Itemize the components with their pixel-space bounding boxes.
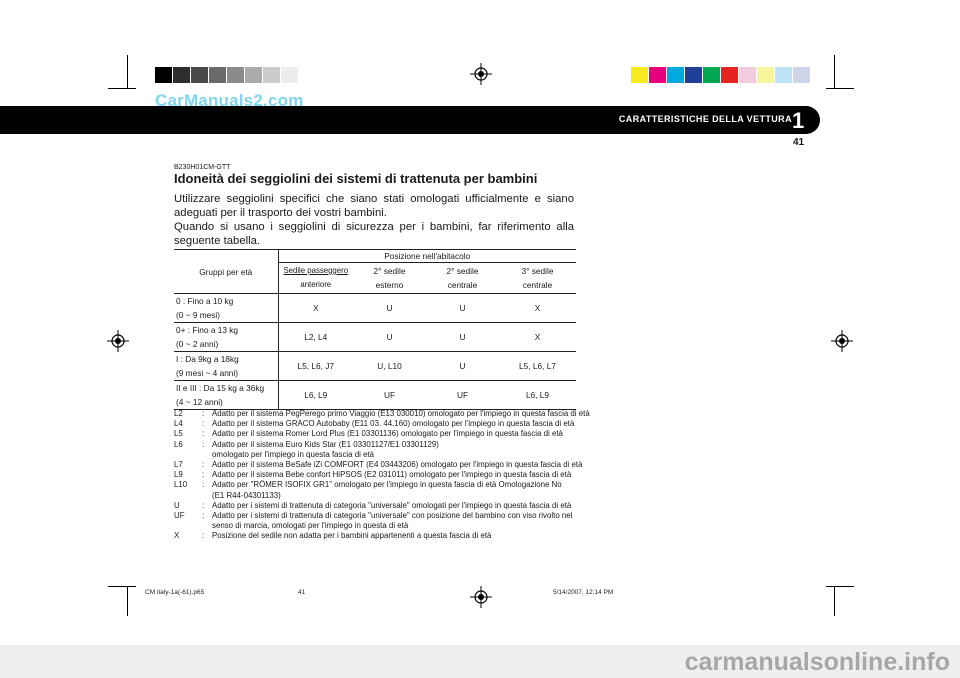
- note-key: L7: [174, 460, 183, 470]
- crop-mark: [108, 88, 136, 89]
- note-separator: :: [202, 429, 205, 439]
- note-separator: [202, 450, 212, 460]
- column-header-line: 2° sedile: [373, 266, 406, 276]
- note-row: [174, 521, 692, 531]
- age-group-range: (4 ~ 12 anni): [176, 397, 223, 407]
- note-text: Adatto per i sistemi di trattenuta di categoria "universale" omologati per l'impiego in questa fascia di età: [212, 500, 572, 510]
- gray-swatch: [173, 67, 190, 83]
- table-cell: X: [499, 294, 576, 323]
- color-swatch: [649, 67, 666, 83]
- note-separator: :: [202, 500, 205, 510]
- note-row: [174, 419, 692, 429]
- gray-swatch: [227, 67, 244, 83]
- legend-notes: [174, 409, 692, 542]
- note-separator: [202, 521, 212, 531]
- color-swatch: [685, 67, 702, 83]
- color-swatch: [703, 67, 720, 83]
- note-row: [174, 501, 692, 511]
- note-row: [174, 480, 692, 490]
- note-key: X: [174, 531, 180, 541]
- note-text: Adatto per il sistema Bebe confort HiPSOS (E2 031011) omologato per l'impiego in questa fascia di età: [212, 470, 572, 480]
- note-text: omologato per l'impiego in questa fascia di età: [212, 449, 375, 459]
- crop-mark: [826, 88, 854, 89]
- note-key: [174, 450, 202, 460]
- section-heading: Idoneità dei seggiolini dei sistemi di trattenuta per bambini: [174, 171, 538, 186]
- column-header-line: 2° sedile: [446, 266, 479, 276]
- age-group-label: II e III : Da 15 kg a 36kg: [176, 383, 265, 393]
- column-header-third-center: [499, 263, 576, 294]
- seat-suitability-table: [174, 249, 576, 410]
- crop-mark: [108, 586, 136, 587]
- color-swatch: [667, 67, 684, 83]
- note-key: [174, 521, 202, 531]
- column-header-line: centrale: [522, 280, 553, 290]
- note-row: [174, 460, 692, 470]
- column-header-line: centrale: [447, 280, 478, 290]
- document-code: B230H01CM-GTT: [174, 164, 231, 171]
- footer-watermark: carmanualsonline.info: [684, 648, 950, 676]
- note-separator: :: [202, 460, 205, 470]
- table-cell: U: [426, 323, 499, 352]
- table-cell: X: [499, 323, 576, 352]
- gray-swatch: [281, 67, 298, 83]
- registration-mark-icon: [470, 586, 492, 608]
- table-cell: L6, L9: [499, 381, 576, 410]
- table-cell: L6, L9: [278, 381, 353, 410]
- age-group-cell: [174, 294, 278, 323]
- note-separator: [202, 491, 212, 501]
- note-text: Adatto per il sistema PegPerego primo Viaggio (E13 030010) omologato per l'impiego in questa fascia di età: [212, 409, 590, 418]
- age-group-cell: [174, 381, 278, 410]
- note-separator: :: [202, 439, 205, 449]
- color-swatch: [739, 67, 756, 83]
- crop-mark: [834, 55, 835, 89]
- note-separator: :: [202, 409, 205, 418]
- registration-mark-icon: [107, 330, 129, 352]
- page-tab: [770, 134, 850, 152]
- table-cell: X: [278, 294, 353, 323]
- age-group-label: 0+ : Fino a 13 kg: [176, 325, 239, 335]
- note-row: [174, 409, 692, 419]
- intro-text: [174, 192, 574, 248]
- table-cell: UF: [426, 381, 499, 410]
- note-row: [174, 511, 692, 521]
- note-key: L9: [174, 470, 183, 480]
- age-group-label: 0 : Fino a 10 kg: [176, 296, 234, 306]
- chapter-number: 1: [792, 108, 805, 133]
- age-group-cell: [174, 323, 278, 352]
- column-header-line: Sedile passeggero: [283, 266, 349, 275]
- note-text: (E1 R44-04301133): [212, 490, 281, 500]
- section-title: CARATTERISTICHE DELLA VETTURA: [618, 114, 792, 124]
- table-cell: L5, L6, J7: [278, 352, 353, 381]
- registration-mark-icon: [831, 330, 853, 352]
- table-cell: L2, L4: [278, 323, 353, 352]
- note-row: [174, 440, 692, 450]
- footer-date: 5/14/2007, 12:14 PM: [553, 589, 614, 596]
- color-swatch: [757, 67, 774, 83]
- column-header-line: 3° sedile: [521, 266, 554, 276]
- note-text: Adatto per il sistema BeSafe iZi COMFORT (E4 03443206) omologato per l'impiego in questa fascia di età: [212, 460, 583, 470]
- age-group-range: (0 ~ 2 anni): [176, 339, 219, 349]
- note-separator: :: [202, 480, 205, 490]
- gray-swatch: [155, 67, 172, 83]
- gray-swatch: [245, 67, 262, 83]
- note-text: Adatto per "RÖMER ISOFIX GR1" omologato per l'impiego in questa fascia di età Omologazione No: [212, 480, 562, 490]
- note-key: L6: [174, 439, 183, 449]
- intro-paragraph: Quando si usano i seggiolini di sicurezza per i bambini, far riferimento alla seguente tabella.: [174, 221, 574, 247]
- note-text: Adatto per il sistema Romer Lord Plus (E1 03301136) omologato per l'impiego in questa fascia di età: [212, 429, 563, 439]
- crop-mark: [826, 586, 854, 587]
- gray-swatch: [191, 67, 208, 83]
- table-cell: U: [353, 294, 426, 323]
- table-cell: U: [353, 323, 426, 352]
- table-row: [174, 294, 576, 323]
- note-text: Adatto per il sistema Euro Kids Star (E1 03301127/E1 03301129): [212, 439, 439, 449]
- column-header-second-outer: [353, 263, 426, 294]
- note-key: U: [174, 500, 180, 510]
- color-swatch: [793, 67, 810, 83]
- crop-mark: [127, 55, 128, 89]
- note-row: [174, 450, 692, 460]
- note-key: [174, 491, 202, 501]
- registration-mark-icon: [470, 63, 492, 85]
- color-swatch: [631, 67, 648, 83]
- column-header-front-passenger: [278, 263, 353, 294]
- table-cell: U, L10: [353, 352, 426, 381]
- note-key: L4: [174, 419, 183, 429]
- column-header-line: esterno: [375, 280, 404, 290]
- table-cell: UF: [353, 381, 426, 410]
- note-separator: :: [202, 511, 205, 521]
- note-key: L10: [174, 480, 188, 490]
- note-row: [174, 531, 692, 541]
- watermark-top: CarManuals2.com: [155, 91, 304, 110]
- gray-swatch: [263, 67, 280, 83]
- column-header-second-center: [426, 263, 499, 294]
- page-number: 41: [793, 137, 805, 148]
- position-header: Posizione nell'abitacolo: [278, 250, 576, 263]
- note-separator: :: [202, 531, 205, 541]
- note-row: [174, 470, 692, 480]
- table-row: [174, 381, 576, 410]
- note-separator: :: [202, 470, 205, 480]
- age-group-range: (0 ~ 9 mesi): [176, 310, 221, 320]
- note-key: L5: [174, 429, 183, 439]
- age-group-label: I : Da 9kg a 18kg: [176, 354, 239, 364]
- column-header-line: anteriore: [300, 280, 332, 289]
- crop-mark: [127, 586, 128, 616]
- note-row: [174, 429, 692, 439]
- footer-page: 41: [298, 589, 306, 596]
- table-row: [174, 352, 576, 381]
- crop-mark: [834, 586, 835, 616]
- note-key: L2: [174, 409, 183, 418]
- note-text: senso di marcia, omologati per l'impiego in questa di età: [212, 521, 409, 531]
- note-separator: :: [202, 419, 205, 429]
- note-row: [174, 491, 692, 501]
- table-cell: L5, L6, L7: [499, 352, 576, 381]
- group-header: Gruppi per età: [174, 250, 278, 294]
- age-group-cell: [174, 352, 278, 381]
- note-key: UF: [174, 511, 185, 521]
- intro-paragraph: Utilizzare seggiolini specifici che siano stati omologati ufficialmente e siano adeguati per il trasporto dei vostri bambini.: [174, 193, 574, 219]
- note-text: Adatto per i sistemi di trattenuta di categoria "universale" con posizione del bambino con viso rivolto nel: [212, 511, 573, 521]
- table-cell: U: [426, 352, 499, 381]
- footer-file-name: CM italy-1a(-61).p65: [145, 589, 205, 596]
- note-text: Adatto per il sistema GRACO Autobaby (E11 03. 44.160) omologato per l'impiego in questa fascia di età: [212, 419, 575, 429]
- gray-swatch: [209, 67, 226, 83]
- table-cell: U: [426, 294, 499, 323]
- note-text: Posizione del sedile non adatta per i bambini appartenenti a questa fascia di età: [212, 531, 492, 541]
- color-swatch: [775, 67, 792, 83]
- table-row: [174, 323, 576, 352]
- age-group-range: (9 mesi ~ 4 anni): [176, 368, 239, 378]
- color-swatch: [721, 67, 738, 83]
